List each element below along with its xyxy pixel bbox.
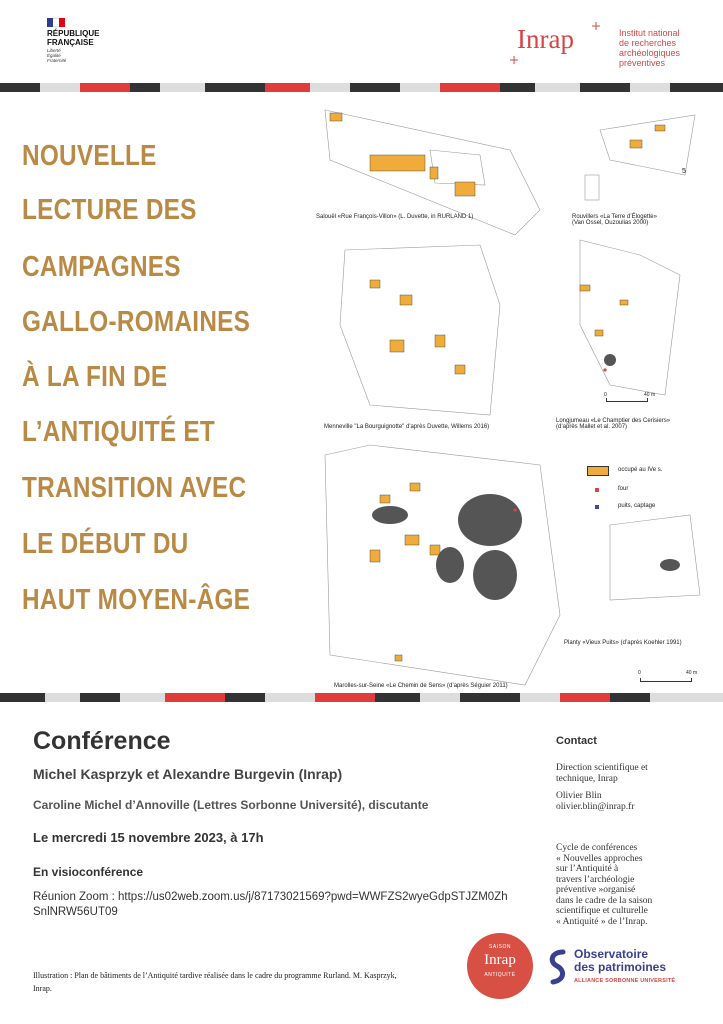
contact-direction: Direction scientifique et technique, Inrap [556,763,648,784]
legend-four: four [618,486,629,492]
contact-email[interactable]: olivier.blin@inrap.fr [556,802,635,812]
decorative-stripe-bottom [0,693,723,702]
scale-bar [640,678,692,682]
legend-puits: puits, captage [618,503,656,509]
inrap-logo: Inrap [517,24,574,54]
north-marker: 5 [682,168,686,175]
observatoire-logo-text: Observatoire des patrimoines [574,947,667,974]
scale-bar [606,398,648,402]
map-caption-menneville: Menneville "La Bourguignotte" d'après Duvette, Willems 2016) [324,424,490,430]
title-line: LE DÉBUT DU [22,528,189,560]
cycle-description: Cycle de conférences « Nouvelles approches sur l’Antiquité à travers l’archéologie préventive »organisé dans le cadre de la saison scientifique et culturelle « Antiquité » de l’Inrap. [556,843,653,927]
speakers: Michel Kasprzyk et Alexandre Burgevin (Inrap) [33,766,343,782]
illustration-note: Illustration : Plan de bâtiments de l’Antiquité tardive réalisée dans le cadre du programme Rurland. M. Kasprzyk, Inrap. [33,971,397,993]
zoom-link[interactable]: Réunion Zoom : https://us02web.zoom.us/j/87173021569?pwd=WWFZS2wyeGdpSTJZM0ZhSnlNRW56UT09 [33,891,508,918]
event-mode: En visioconférence [33,865,144,879]
inrap-subtitle: Institut national de recherches archéologiques préventives [619,28,681,68]
contact-heading: Contact [556,735,597,747]
discutante: Caroline Michel d’Annoville (Lettres Sorbonne Université), discutante [33,798,429,812]
title-line: À LA FIN DE [22,361,168,393]
observatoire-subtitle: ALLIANCE SORBONNE UNIVERSITÉ [574,978,676,984]
title-line: L’ANTIQUITÉ ET [22,416,216,448]
saison-antiquite-badge: SAISON Inrap ANTIQUITÉ [467,933,533,999]
map-caption-saleux: Salouël «Rue François-Villon» (L. Duvette, in RURLAND 1) [316,214,474,220]
republique-francaise: RÉPUBLIQUE FRANÇAISE [47,29,100,47]
title-line: GALLO-ROMAINES [22,306,251,338]
map-caption-marolles: Marolles-sur-Seine «Le Chemin de Sens» (d’après Séguier 2011) [334,683,508,689]
legend-swatch-puits [595,505,599,509]
title-line: NOUVELLE [22,140,157,172]
title-line: CAMPAGNES [22,251,181,283]
conference-heading: Conférence [33,727,171,755]
event-date: Le mercredi 15 novembre 2023, à 17h [33,830,264,845]
legend-swatch-four [595,488,599,492]
map-caption-planty: Planty «Vieux Puits» (d’après Koehler 1991) [564,640,682,646]
map-caption-longjumeau: Longjumeau «Le Champtier des Cerisiers» (d’après Mallet et al. 2007) [556,418,671,430]
legend-swatch-occupation [587,466,609,476]
title-line: LECTURE DES [22,194,197,226]
title-line: HAUT MOYEN-ÂGE [22,584,251,616]
republique-flag [47,18,65,27]
legend-occupation: occupé au IVe s. [618,467,663,473]
republique-motto: Liberté Égalité Fraternité [47,48,67,63]
scale-zero: 0 [638,670,641,676]
scale-max: 40 m [686,670,698,676]
scale-max: 40 m [644,392,656,398]
scale-zero: 0 [604,392,607,398]
decorative-stripe-top [0,83,723,92]
map-caption-rouvillers: Rouvillers «La Terre d’Élogette» (Van Ossel, Ouzoulias 2000) [572,214,657,226]
contact-name: Olivier Blin [556,791,602,801]
observatoire-logo-icon [545,948,571,988]
title-line: TRANSITION AVEC [22,472,247,504]
